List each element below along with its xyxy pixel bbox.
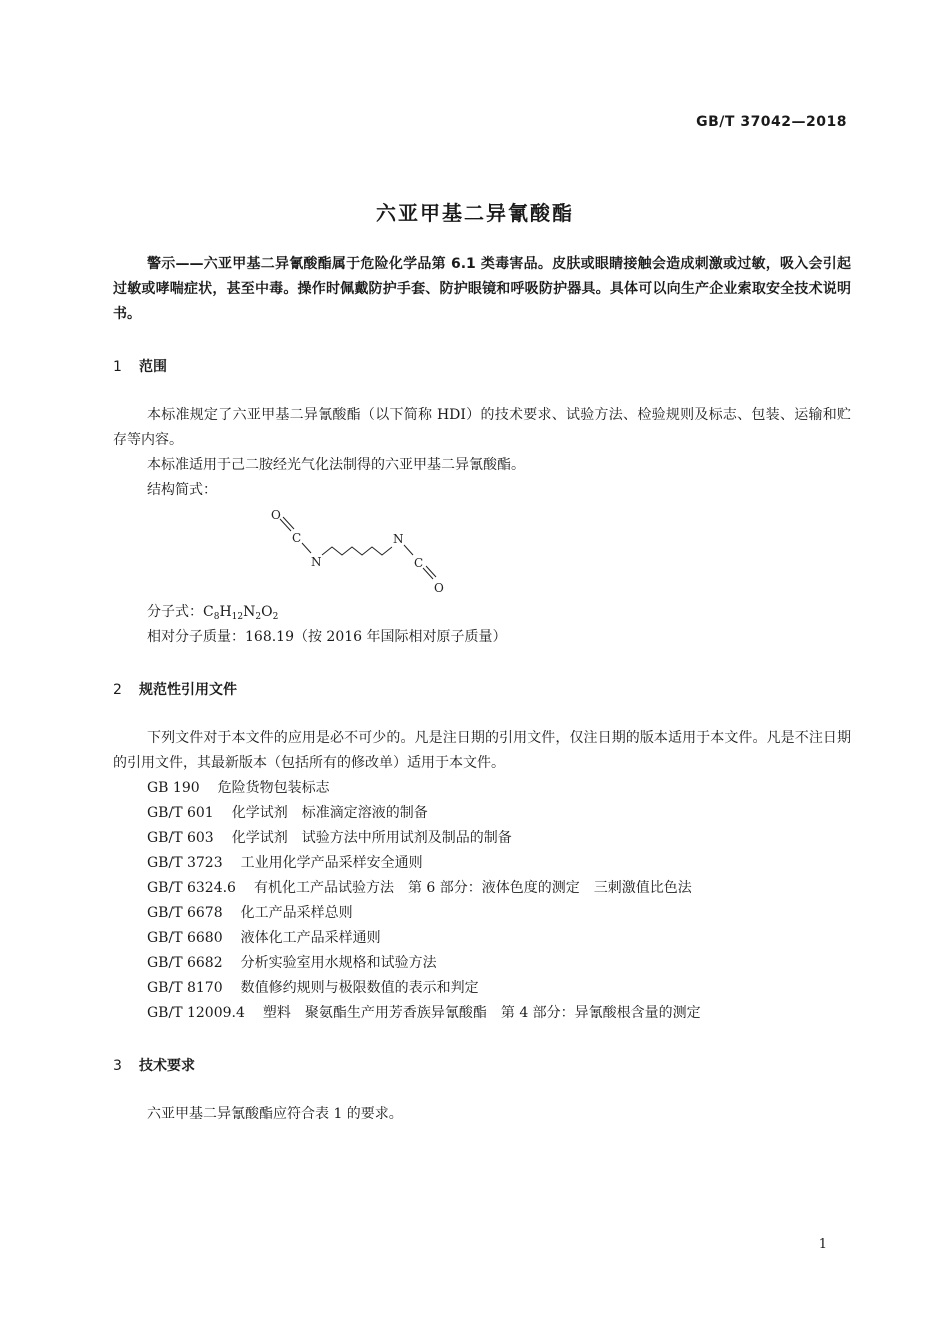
section-3-heading bbox=[113, 1055, 195, 1075]
standard-code: GB/T 37042—2018 bbox=[696, 114, 847, 130]
atom-o-left: O bbox=[271, 508, 281, 522]
section-1-heading bbox=[113, 356, 167, 376]
structural-formula bbox=[260, 505, 460, 597]
requirements-paragraph: 六亚甲基二异氰酸酯应符合表 1 的要求。 bbox=[147, 1106, 403, 1122]
reference-item: GB/T 601 化学试剂 标准滴定溶液的制备 bbox=[147, 805, 428, 821]
reference-item: GB/T 6682 分析实验室用水规格和试验方法 bbox=[147, 955, 437, 971]
reference-item: GB/T 6324.6 有机化工产品试验方法 第 6 部分：液体色度的测定 三刺激值比色法 bbox=[147, 880, 692, 896]
reference-item: GB 190 危险货物包装标志 bbox=[147, 780, 330, 796]
reference-item: GB/T 12009.4 塑料 聚氨酯生产用芳香族异氰酸酯 第 4 部分：异氰酸根含量的测定 bbox=[147, 1005, 701, 1021]
page-title: 六亚甲基二异氰酸酯 bbox=[376, 201, 574, 225]
reference-item: GB/T 3723 工业用化学产品采样安全通则 bbox=[147, 855, 423, 871]
atom-n-right: N bbox=[393, 532, 404, 546]
structure-label: 结构简式： bbox=[147, 482, 217, 498]
section-number: 3 bbox=[113, 1058, 122, 1074]
section-number: 2 bbox=[113, 682, 122, 698]
references-intro: 下列文件对于本文件的应用是必不可少的。凡是注日期的引用文件，仅注日期的版本适用于本文件。凡是不注日期的引用文件，其最新版本（包括所有的修改单）适用于本文件。 bbox=[113, 730, 851, 771]
molecular-formula: 分子式：$C_8H_{12}N_2O_2$ bbox=[147, 604, 279, 622]
reference-item: GB/T 8170 数值修约规则与极限数值的表示和判定 bbox=[147, 980, 479, 996]
section-title: 技术要求 bbox=[139, 1058, 195, 1074]
section-number: 1 bbox=[113, 359, 122, 375]
section-2-heading bbox=[113, 679, 237, 699]
scope-paragraph: 本标准规定了六亚甲基二异氰酸酯（以下简称 HDI）的技术要求、试验方法、检验规则及标志、包装、运输和贮存等内容。 bbox=[113, 407, 851, 448]
reference-item: GB/T 6680 液体化工产品采样通则 bbox=[147, 930, 381, 946]
page-number: 1 bbox=[818, 1237, 827, 1252]
atom-c-right: C bbox=[414, 556, 424, 570]
section-title: 规范性引用文件 bbox=[139, 682, 237, 698]
atom-n-left: N bbox=[311, 555, 322, 569]
reference-item: GB/T 6678 化工产品采样总则 bbox=[147, 905, 353, 921]
section-title: 范围 bbox=[139, 359, 167, 375]
applicability-paragraph: 本标准适用于己二胺经光气化法制得的六亚甲基二异氰酸酯。 bbox=[147, 457, 525, 473]
atom-c-left: C bbox=[292, 531, 302, 545]
atom-o-right: O bbox=[434, 581, 444, 595]
warning-paragraph: 警示——六亚甲基二异氰酸酯属于危险化学品第 6.1 类毒害品。皮肤或眼睛接触会造成刺激或过敏，吸入会引起过敏或哮喘症状，甚至中毒。操作时佩戴防护手套、防护眼镜和呼吸防护器具。具体可以向生产企业索取安全技术说明书。 bbox=[113, 256, 851, 322]
reference-item: GB/T 603 化学试剂 试验方法中所用试剂及制品的制备 bbox=[147, 830, 512, 846]
molecular-mass: 相对分子质量：168.19（按 2016 年国际相对原子质量） bbox=[147, 629, 507, 645]
